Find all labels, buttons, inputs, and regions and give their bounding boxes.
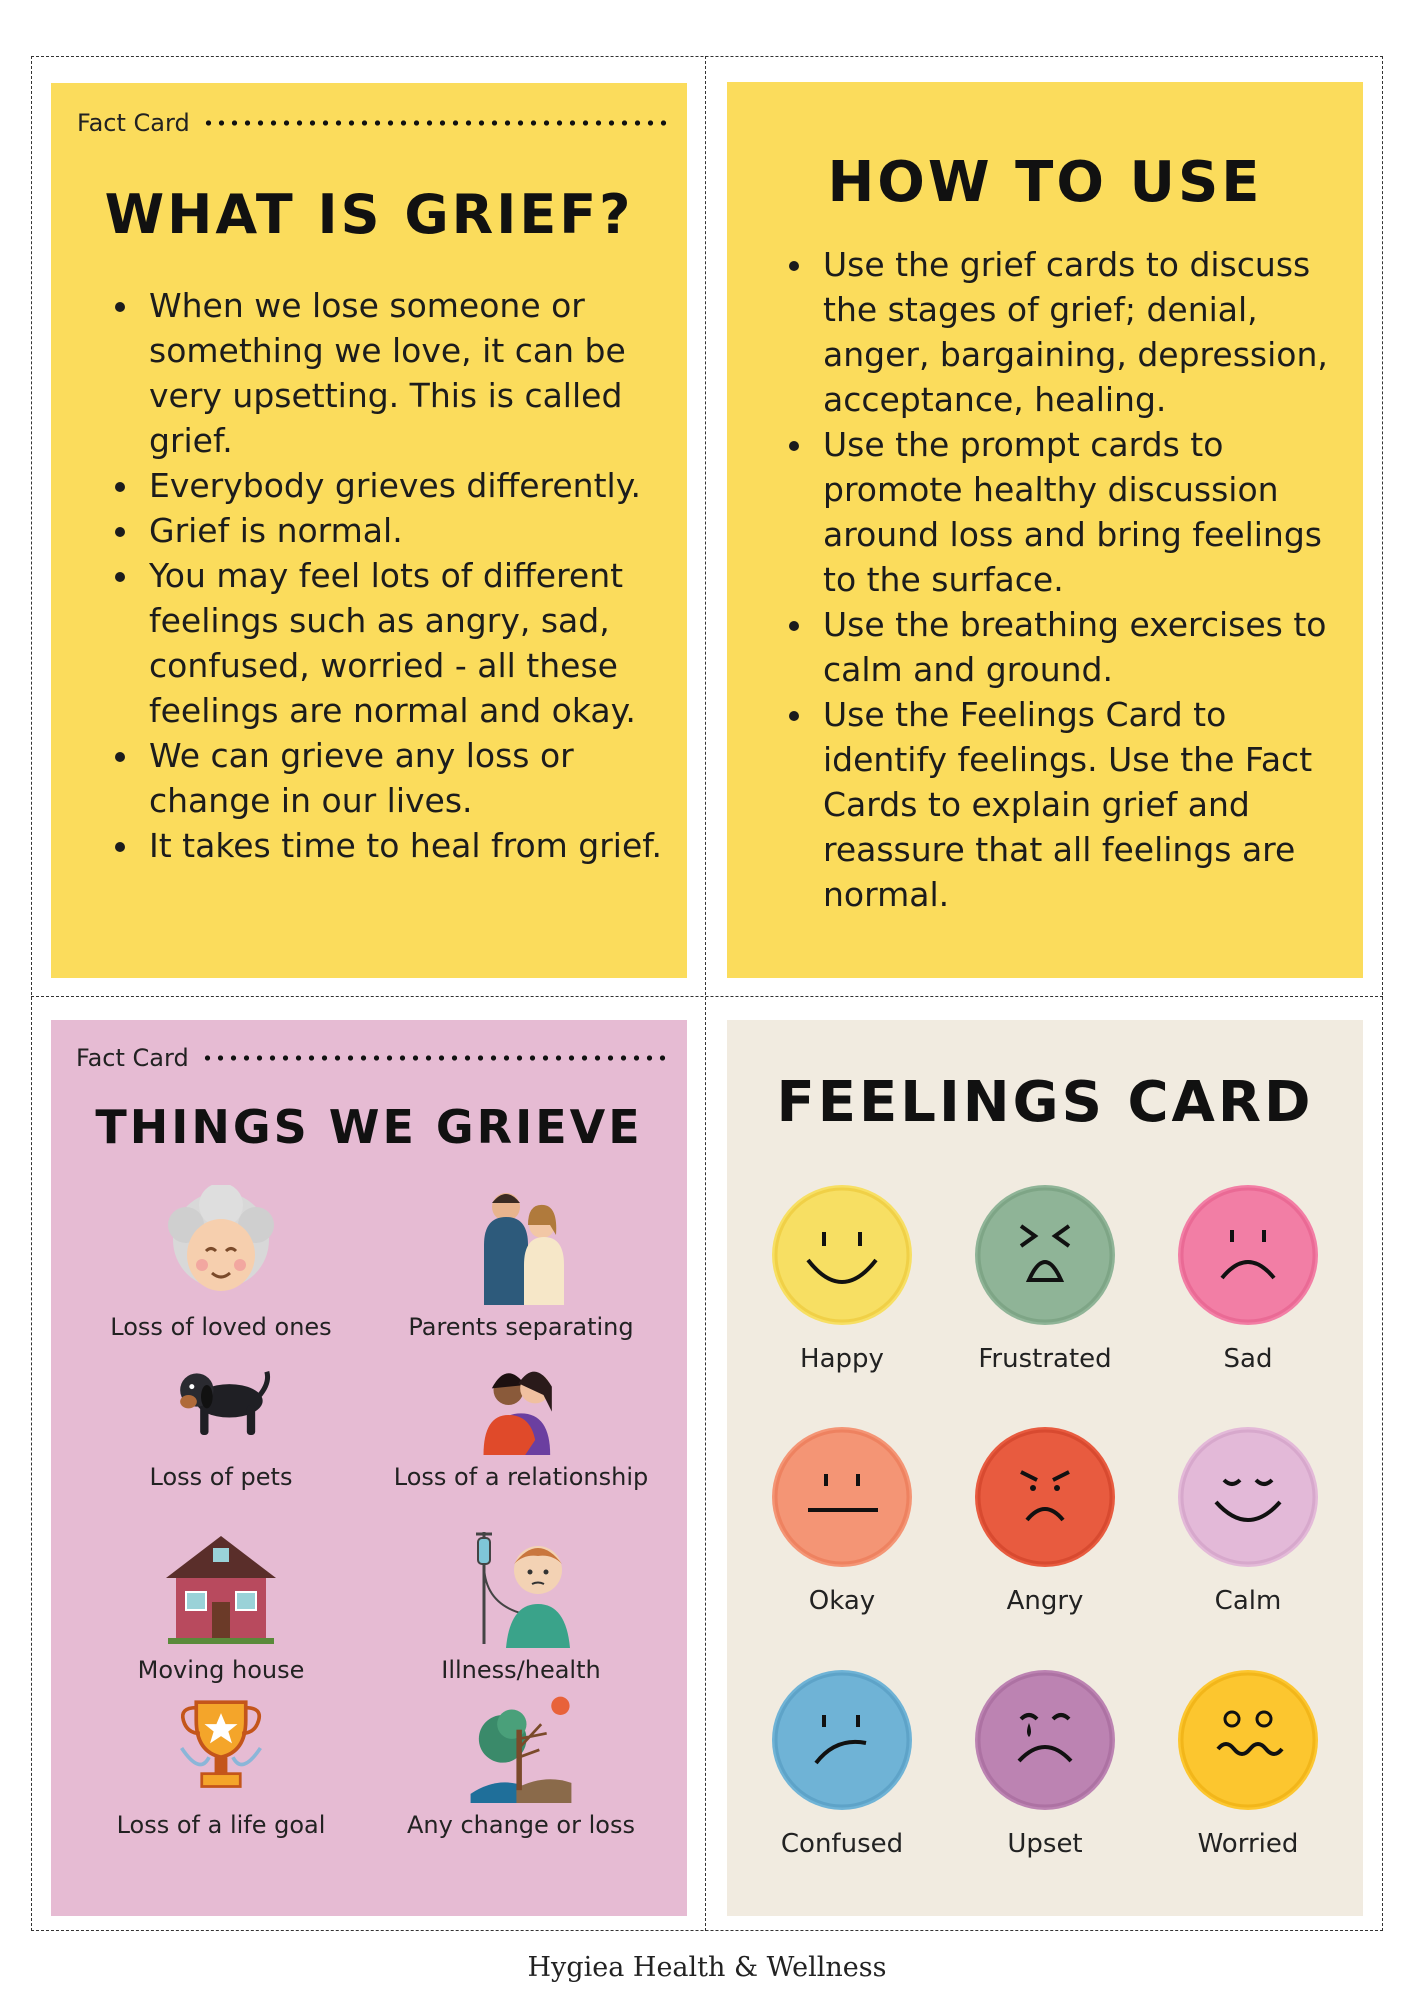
house-icon [156, 1528, 286, 1648]
hugging-friends-icon [456, 1355, 586, 1455]
feeling-frustrated [960, 1180, 1130, 1374]
list-item: Everybody grieves differently. [111, 463, 671, 508]
calm-face-icon [1168, 1422, 1328, 1572]
fact-card-label: Fact Card [76, 1044, 189, 1072]
happy-face-icon [762, 1180, 922, 1330]
fact-card-header [76, 1044, 666, 1072]
card-title: THINGS WE GRIEVE [95, 1100, 643, 1154]
feeling-label: Okay [808, 1586, 876, 1616]
feeling-calm [1163, 1422, 1333, 1616]
dotted-rule [202, 119, 667, 127]
feeling-label: Confused [780, 1829, 904, 1859]
worried-face-icon [1168, 1665, 1328, 1815]
horizontal-cut-line [31, 996, 1383, 997]
list-item: Use the breathing exercises to calm and ground. [785, 602, 1345, 692]
list-item: When we lose someone or something we love, it can be very upsetting. This is called grief. [111, 283, 671, 463]
list-item: Use the grief cards to discuss the stages of grief; denial, anger, bargaining, depression, acceptance, healing. [785, 242, 1345, 422]
grief-facts-list [111, 283, 671, 868]
list-item: You may feel lots of different feelings such as angry, sad, confused, worried - all these feelings are normal and okay. [111, 553, 671, 733]
grieve-item [91, 1355, 351, 1491]
feeling-label: Angry [1006, 1586, 1084, 1616]
okay-face-icon [762, 1422, 922, 1572]
grieve-item [381, 1355, 661, 1491]
grieve-item [91, 1528, 351, 1684]
feeling-label: Worried [1197, 1829, 1299, 1859]
angry-face-icon [965, 1422, 1125, 1572]
feelings-card [727, 1020, 1363, 1916]
feeling-happy [757, 1180, 927, 1374]
fact-card-header [77, 109, 667, 137]
fact-card-label: Fact Card [77, 109, 190, 137]
feeling-worried [1163, 1665, 1333, 1859]
grieve-item-label: Moving house [137, 1656, 305, 1684]
grandmother-icon [156, 1185, 286, 1305]
feeling-confused [757, 1665, 927, 1859]
grieve-item-label: Loss of a life goal [116, 1811, 326, 1839]
card-title: WHAT IS GRIEF? [104, 183, 634, 246]
grieve-item [381, 1693, 661, 1839]
grieve-item-label: Parents separating [408, 1313, 634, 1341]
footer-credit: Hygiea Health & Wellness [527, 1952, 887, 1983]
trophy-icon [156, 1693, 286, 1803]
grieve-item [91, 1693, 351, 1839]
grieve-item-label: Any change or loss [407, 1811, 635, 1839]
grieve-item [91, 1185, 351, 1341]
list-item: Use the prompt cards to promote healthy discussion around loss and bring feelings to the surface. [785, 422, 1345, 602]
feeling-upset [960, 1665, 1130, 1859]
feeling-okay [757, 1422, 927, 1616]
grieve-item-label: Loss of pets [149, 1463, 293, 1491]
card-title: FEELINGS CARD [776, 1070, 1314, 1135]
separated-couple-icon [456, 1185, 586, 1305]
how-to-use-card [727, 82, 1363, 978]
grieve-item [381, 1528, 661, 1684]
feeling-angry [960, 1422, 1130, 1616]
feeling-label: Happy [800, 1344, 884, 1374]
changing-tree-icon [456, 1693, 586, 1803]
list-item: It takes time to heal from grief. [111, 823, 671, 868]
vertical-cut-line [705, 56, 706, 1931]
dotted-rule [201, 1054, 666, 1062]
grieve-item-label: Loss of loved ones [110, 1313, 332, 1341]
list-item: Grief is normal. [111, 508, 671, 553]
feeling-label: Upset [1007, 1829, 1083, 1859]
sad-face-icon [1168, 1180, 1328, 1330]
grieve-item [381, 1185, 661, 1341]
feeling-label: Frustrated [978, 1344, 1112, 1374]
confused-face-icon [762, 1665, 922, 1815]
how-to-use-list [785, 242, 1345, 917]
frustrated-face-icon [965, 1180, 1125, 1330]
list-item: Use the Feelings Card to identify feelings. Use the Fact Cards to explain grief and reassure that all feelings are normal. [785, 692, 1345, 917]
grieve-item-label: Illness/health [441, 1656, 601, 1684]
feeling-label: Calm [1214, 1586, 1282, 1616]
grieve-item-label: Loss of a relationship [393, 1463, 649, 1491]
list-item: We can grieve any loss or change in our lives. [111, 733, 671, 823]
feeling-label: Sad [1223, 1344, 1273, 1374]
sick-child-iv-icon [456, 1528, 586, 1648]
upset-face-icon [965, 1665, 1125, 1815]
things-we-grieve-card [51, 1020, 687, 1916]
dog-icon [156, 1355, 286, 1455]
what-is-grief-card [51, 83, 687, 978]
feeling-sad [1163, 1180, 1333, 1374]
card-title: HOW TO USE [827, 150, 1263, 215]
